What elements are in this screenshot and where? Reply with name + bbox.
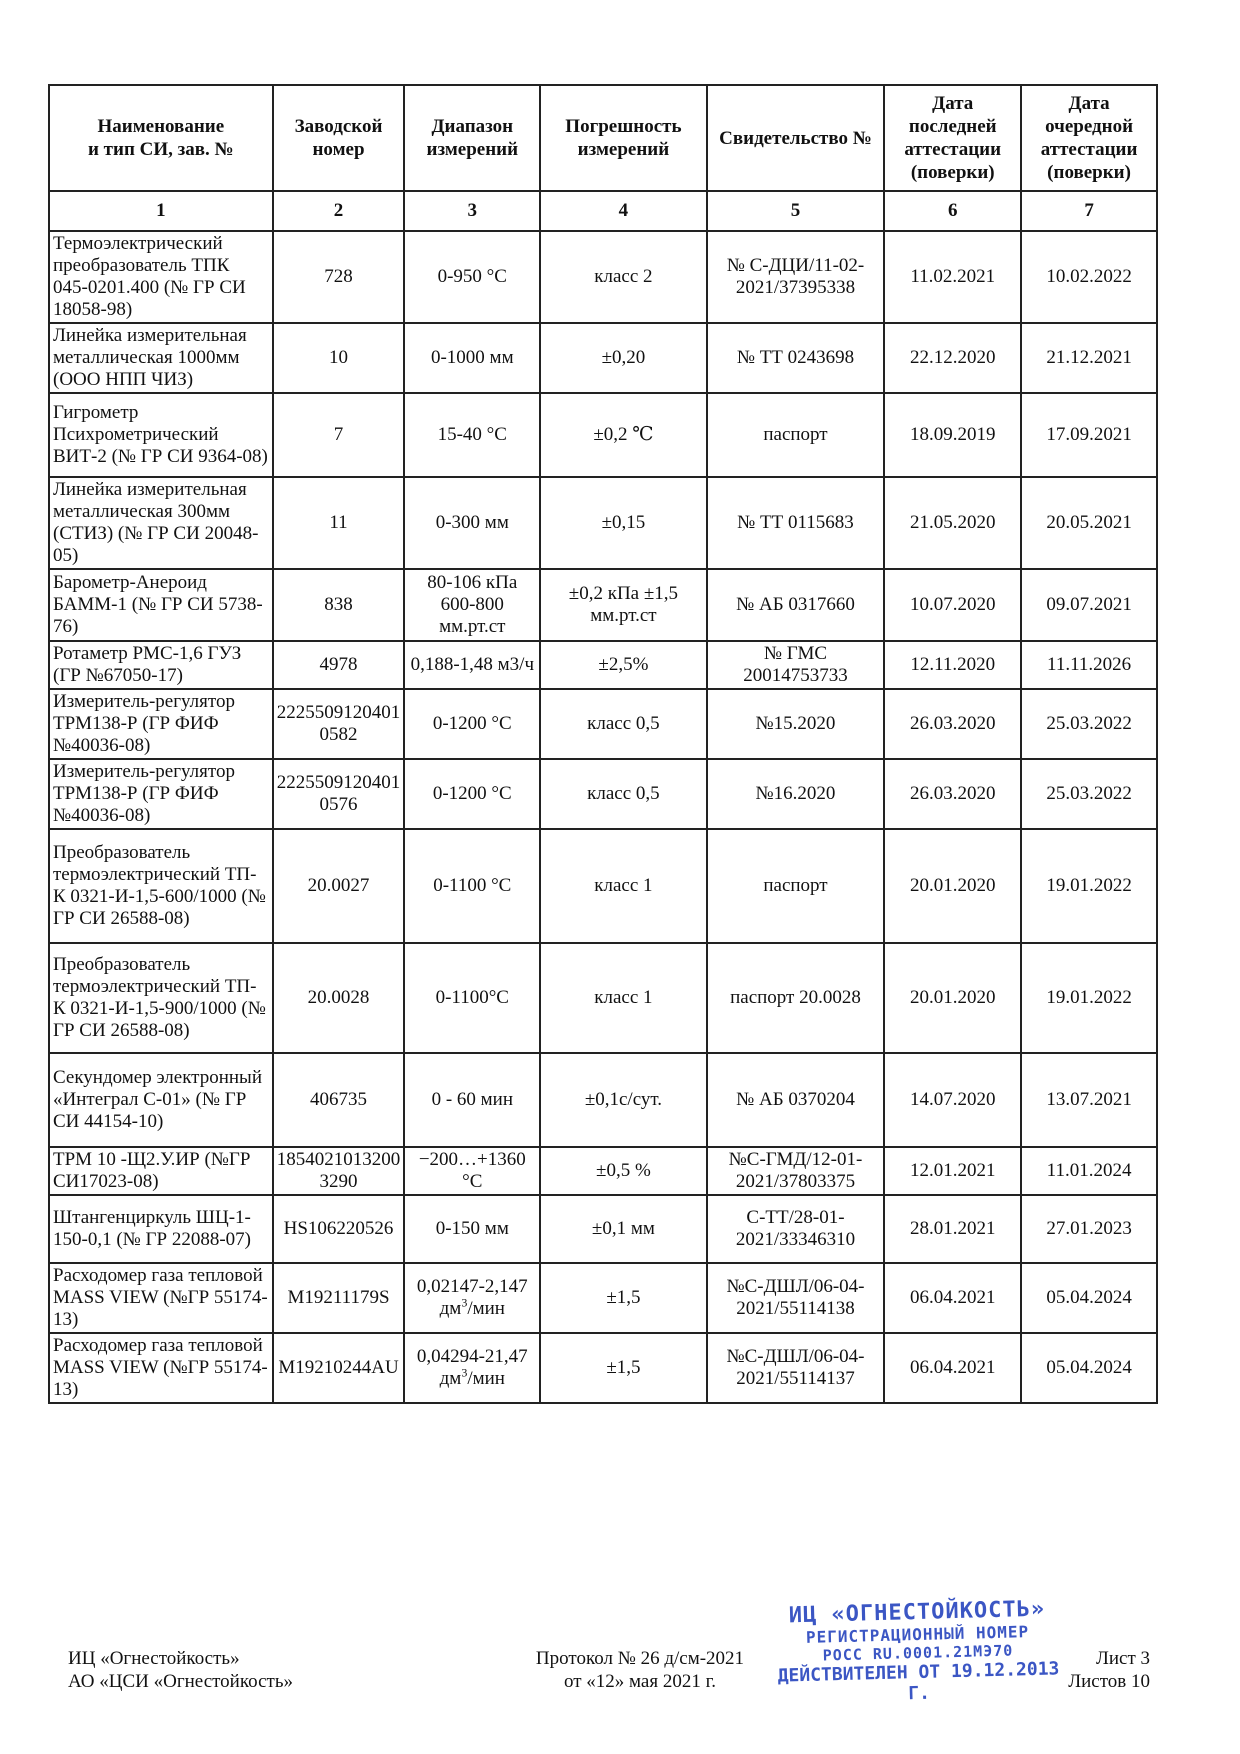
serial-number: M19211179S — [273, 1263, 405, 1333]
next-verification-date: 17.09.2021 — [1021, 393, 1157, 477]
measurement-error: ±0,1 мм — [540, 1195, 706, 1263]
footer-protocol — [520, 1647, 760, 1693]
table-row — [49, 231, 1157, 323]
instrument-name: Линейка измерительная металлическая 1000мм (ООО НПП ЧИЗ) — [49, 323, 273, 393]
certificate-number: С-ТТ/28-01-2021/33346310 — [707, 1195, 885, 1263]
measuring-instruments-table — [48, 84, 1158, 1404]
certificate-number: паспорт — [707, 393, 885, 477]
next-verification-date: 27.01.2023 — [1021, 1195, 1157, 1263]
table-row — [49, 829, 1157, 943]
measurement-error: класс 1 — [540, 829, 706, 943]
col-header-last-date: Дата последней аттестации (поверки) — [884, 85, 1021, 191]
column-number: 7 — [1021, 191, 1157, 231]
col-header-next-date: Дата очередной аттестации (поверки) — [1021, 85, 1157, 191]
last-verification-date: 26.03.2020 — [884, 759, 1021, 829]
next-verification-date: 05.04.2024 — [1021, 1263, 1157, 1333]
table-row — [49, 569, 1157, 641]
column-number: 4 — [540, 191, 706, 231]
measurement-range: 0 - 60 мин — [404, 1053, 540, 1147]
instrument-name: Термоэлектрический преобразователь ТПК 045-0201.400 (№ ГР СИ 18058-98) — [49, 231, 273, 323]
instrument-name: Линейка измерительная металлическая 300мм (СТИЗ) (№ ГР СИ 20048-05) — [49, 477, 273, 569]
instrument-name: ТРМ 10 -Щ2.У.ИР (№ГР СИ17023-08) — [49, 1147, 273, 1195]
measurement-error: ±1,5 — [540, 1263, 706, 1333]
serial-number: 11 — [273, 477, 405, 569]
measurement-range: 0,188-1,48 м3/ч — [404, 641, 540, 689]
serial-number: 838 — [273, 569, 405, 641]
measurement-error: класс 2 — [540, 231, 706, 323]
col-header-certificate: Свидетельство № — [707, 85, 885, 191]
protocol-date: от «12» мая 2021 г. — [563, 1671, 717, 1692]
measurement-range: 0-950 °С — [404, 231, 540, 323]
table-row — [49, 1147, 1157, 1195]
table-row — [49, 1263, 1157, 1333]
instrument-name: Барометр-Анероид БАММ-1 (№ ГР СИ 5738-76) — [49, 569, 273, 641]
column-numbers-row — [49, 191, 1157, 231]
instrument-name: Гигрометр Психрометрический ВИТ-2 (№ ГР СИ 9364-08) — [49, 393, 273, 477]
table-row — [49, 1195, 1157, 1263]
next-verification-date: 13.07.2021 — [1021, 1053, 1157, 1147]
org-name-2: АО «ЦСИ «Огнестойкость» — [68, 1671, 293, 1692]
measurement-range: −200…+1360 °С — [404, 1147, 540, 1195]
table-row — [49, 1333, 1157, 1403]
last-verification-date: 12.11.2020 — [884, 641, 1021, 689]
measurement-error: класс 1 — [540, 943, 706, 1053]
next-verification-date: 09.07.2021 — [1021, 569, 1157, 641]
table-row — [49, 323, 1157, 393]
measurement-range: 15-40 °С — [404, 393, 540, 477]
next-verification-date: 11.01.2024 — [1021, 1147, 1157, 1195]
measurement-range: 0-1200 °С — [404, 689, 540, 759]
serial-number: 22255091204010582 — [273, 689, 405, 759]
serial-number: 22255091204010576 — [273, 759, 405, 829]
last-verification-date: 14.07.2020 — [884, 1053, 1021, 1147]
stamp-line-1: ИЦ «ОГНЕСТОЙКОСТЬ» — [788, 1596, 1046, 1629]
table-row — [49, 689, 1157, 759]
last-verification-date: 06.04.2021 — [884, 1333, 1021, 1403]
certificate-number: №С-ДШЛ/06-04-2021/55114138 — [707, 1263, 885, 1333]
serial-number: M19210244AU — [273, 1333, 405, 1403]
certificate-number: паспорт — [707, 829, 885, 943]
table-row — [49, 477, 1157, 569]
serial-number: 7 — [273, 393, 405, 477]
certificate-number: № АБ 0370204 — [707, 1053, 885, 1147]
instrument-name: Штангенциркуль ШЦ-1-150-0,1 (№ ГР 22088-07) — [49, 1195, 273, 1263]
instrument-name: Измеритель-регулятор ТРМ138-Р (ГР ФИФ №40036-08) — [49, 689, 273, 759]
table-row — [49, 943, 1157, 1053]
instrument-name: Измеритель-регулятор ТРМ138-Р (ГР ФИФ №40036-08) — [49, 759, 273, 829]
col-header-name: Наименование и тип СИ, зав. № — [49, 85, 273, 191]
org-name-1: ИЦ «Огнестойкость» — [68, 1648, 240, 1669]
last-verification-date: 10.07.2020 — [884, 569, 1021, 641]
instrument-name: Преобразователь термоэлектрический ТП-К 0321-И-1,5-900/1000 (№ ГР СИ 26588-08) — [49, 943, 273, 1053]
certificate-number: № С-ДЦИ/11-02-2021/37395338 — [707, 231, 885, 323]
stamp-line-2: РЕГИСТРАЦИОННЫЙ НОМЕР — [805, 1622, 1030, 1647]
next-verification-date: 05.04.2024 — [1021, 1333, 1157, 1403]
measurement-error: класс 0,5 — [540, 759, 706, 829]
column-number: 1 — [49, 191, 273, 231]
col-header-serial: Заводской номер — [273, 85, 405, 191]
measurement-error: ±0,2 ℃ — [540, 393, 706, 477]
last-verification-date: 22.12.2020 — [884, 323, 1021, 393]
sheets-total: Листов 10 — [1068, 1671, 1150, 1692]
next-verification-date: 25.03.2022 — [1021, 759, 1157, 829]
serial-number: 4978 — [273, 641, 405, 689]
certificate-number: №16.2020 — [707, 759, 885, 829]
measurement-error: ±0,20 — [540, 323, 706, 393]
certificate-number: № АБ 0317660 — [707, 569, 885, 641]
next-verification-date: 19.01.2022 — [1021, 943, 1157, 1053]
stamp-line-4: ДЕЙСТВИТЕЛЕН ОТ 19.12.2013 Г. — [777, 1658, 1060, 1705]
certificate-number: паспорт 20.0028 — [707, 943, 885, 1053]
measurement-range: 0-1000 мм — [404, 323, 540, 393]
next-verification-date: 11.11.2026 — [1021, 641, 1157, 689]
measurement-error: ±1,5 — [540, 1333, 706, 1403]
last-verification-date: 20.01.2020 — [884, 829, 1021, 943]
measurement-range: 0-300 мм — [404, 477, 540, 569]
column-number: 3 — [404, 191, 540, 231]
header-row — [49, 85, 1157, 191]
col-header-range: Диапазон измерений — [404, 85, 540, 191]
measurement-range: 0,04294-21,47 $дм^3$/мин — [404, 1333, 540, 1403]
measurement-error: ±0,5 % — [540, 1147, 706, 1195]
instrument-name: Преобразователь термоэлектрический ТП-К 0321-И-1,5-600/1000 (№ ГР СИ 26588-08) — [49, 829, 273, 943]
serial-number: 406735 — [273, 1053, 405, 1147]
last-verification-date: 21.05.2020 — [884, 477, 1021, 569]
last-verification-date: 11.02.2021 — [884, 231, 1021, 323]
next-verification-date: 25.03.2022 — [1021, 689, 1157, 759]
serial-number: 20.0027 — [273, 829, 405, 943]
measurement-error: класс 0,5 — [540, 689, 706, 759]
certificate-number: № ГМС 20014753733 — [707, 641, 885, 689]
table-row — [49, 759, 1157, 829]
measurement-error: ±0,2 кПа ±1,5 мм.рт.ст — [540, 569, 706, 641]
next-verification-date: 21.12.2021 — [1021, 323, 1157, 393]
measurement-range: 0-150 мм — [404, 1195, 540, 1263]
registration-stamp — [767, 1596, 1070, 1708]
col-header-error: Погрешность измерений — [540, 85, 706, 191]
serial-number: HS106220526 — [273, 1195, 405, 1263]
measurement-error: ±0,15 — [540, 477, 706, 569]
serial-number: 10 — [273, 323, 405, 393]
certificate-number: № ТТ 0243698 — [707, 323, 885, 393]
table-row — [49, 1053, 1157, 1147]
column-number: 6 — [884, 191, 1021, 231]
table-row — [49, 641, 1157, 689]
measurement-range: 0,02147-2,147 $дм^3$/мин — [404, 1263, 540, 1333]
serial-number: 20.0028 — [273, 943, 405, 1053]
column-number: 5 — [707, 191, 885, 231]
table-row — [49, 393, 1157, 477]
last-verification-date: 28.01.2021 — [884, 1195, 1021, 1263]
certificate-number: №С-ДШЛ/06-04-2021/55114137 — [707, 1333, 885, 1403]
footer-org — [68, 1647, 293, 1693]
last-verification-date: 26.03.2020 — [884, 689, 1021, 759]
measurement-range: 0-1100°С — [404, 943, 540, 1053]
measurement-error: ±0,1с/сут. — [540, 1053, 706, 1147]
instrument-name: Секундомер электронный «Интеграл С-01» (№ ГР СИ 44154-10) — [49, 1053, 273, 1147]
column-number: 2 — [273, 191, 405, 231]
last-verification-date: 12.01.2021 — [884, 1147, 1021, 1195]
certificate-number: №15.2020 — [707, 689, 885, 759]
instrument-name: Расходомер газа тепловой MASS VIEW (№ГР 55174-13) — [49, 1263, 273, 1333]
sheet-number: Лист 3 — [1095, 1648, 1150, 1669]
protocol-number: Протокол № 26 д/см-2021 — [535, 1648, 745, 1669]
last-verification-date: 20.01.2020 — [884, 943, 1021, 1053]
next-verification-date: 10.02.2022 — [1021, 231, 1157, 323]
last-verification-date: 06.04.2021 — [884, 1263, 1021, 1333]
instrument-name: Ротаметр РМС-1,6 ГУЗ (ГР №67050-17) — [49, 641, 273, 689]
next-verification-date: 19.01.2022 — [1021, 829, 1157, 943]
instrument-name: Расходомер газа тепловой MASS VIEW (№ГР 55174-13) — [49, 1333, 273, 1403]
certificate-number: № ТТ 0115683 — [707, 477, 885, 569]
measurement-range: 0-1200 °С — [404, 759, 540, 829]
measurement-error: ±2,5% — [540, 641, 706, 689]
certificate-number: №С-ГМД/12-01-2021/37803375 — [707, 1147, 885, 1195]
last-verification-date: 18.09.2019 — [884, 393, 1021, 477]
serial-number: 18540210132003290 — [273, 1147, 405, 1195]
serial-number: 728 — [273, 231, 405, 323]
measurement-range: 0-1100 °С — [404, 829, 540, 943]
next-verification-date: 20.05.2021 — [1021, 477, 1157, 569]
footer-sheets — [1060, 1647, 1150, 1693]
measurement-range: 80-106 кПа 600-800 мм.рт.ст — [404, 569, 540, 641]
stamp-line-3: РОСС RU.0001.21МЭ70 — [822, 1641, 1014, 1665]
